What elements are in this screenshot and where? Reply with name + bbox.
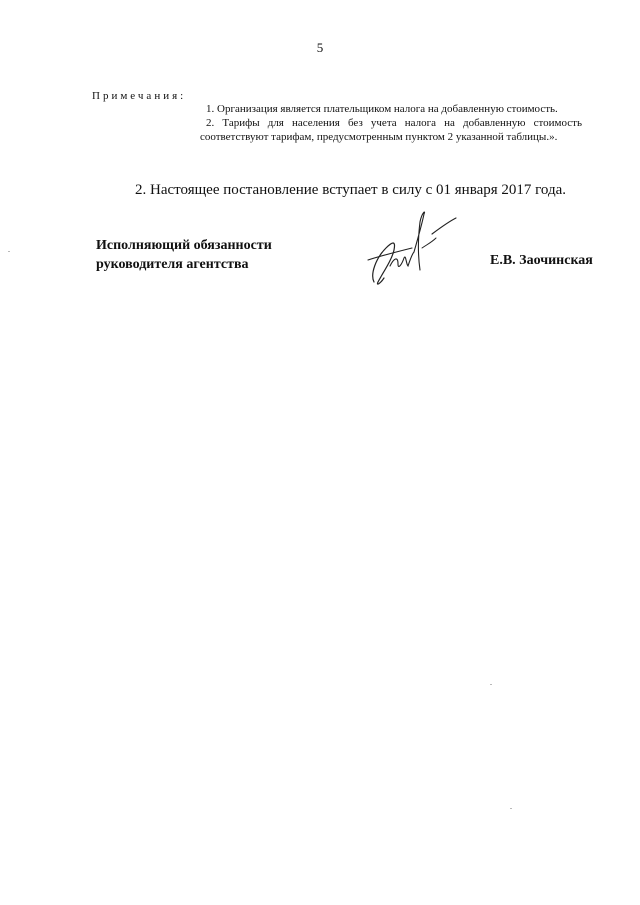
signer-role-line-2: руководителя агентства [96,257,249,272]
handwritten-signature [366,208,458,288]
scan-artifact [510,808,512,809]
signer-name: Е.В. Заочинская [490,253,593,268]
signer-role [96,236,272,274]
notes-heading: Примечания: [92,90,187,102]
note-item-2: 2. Тарифы для населения без учета налога на добавленную стоимость соответствуют тарифам, предусмотренным пунктом 2 указанной таблицы.». [200,117,582,143]
notes-list [200,102,582,144]
effective-date-clause: 2. Настоящее постановление вступает в силу с 01 января 2017 года. [135,182,567,198]
page-number: 5 [316,40,324,55]
scan-artifact [8,251,10,252]
signer-role-line-1: Исполняющий обязанности [96,238,272,253]
note-item-1: 1. Организация является плательщиком налога на добавленную стоимость. [206,103,558,115]
scan-artifact [490,684,492,685]
